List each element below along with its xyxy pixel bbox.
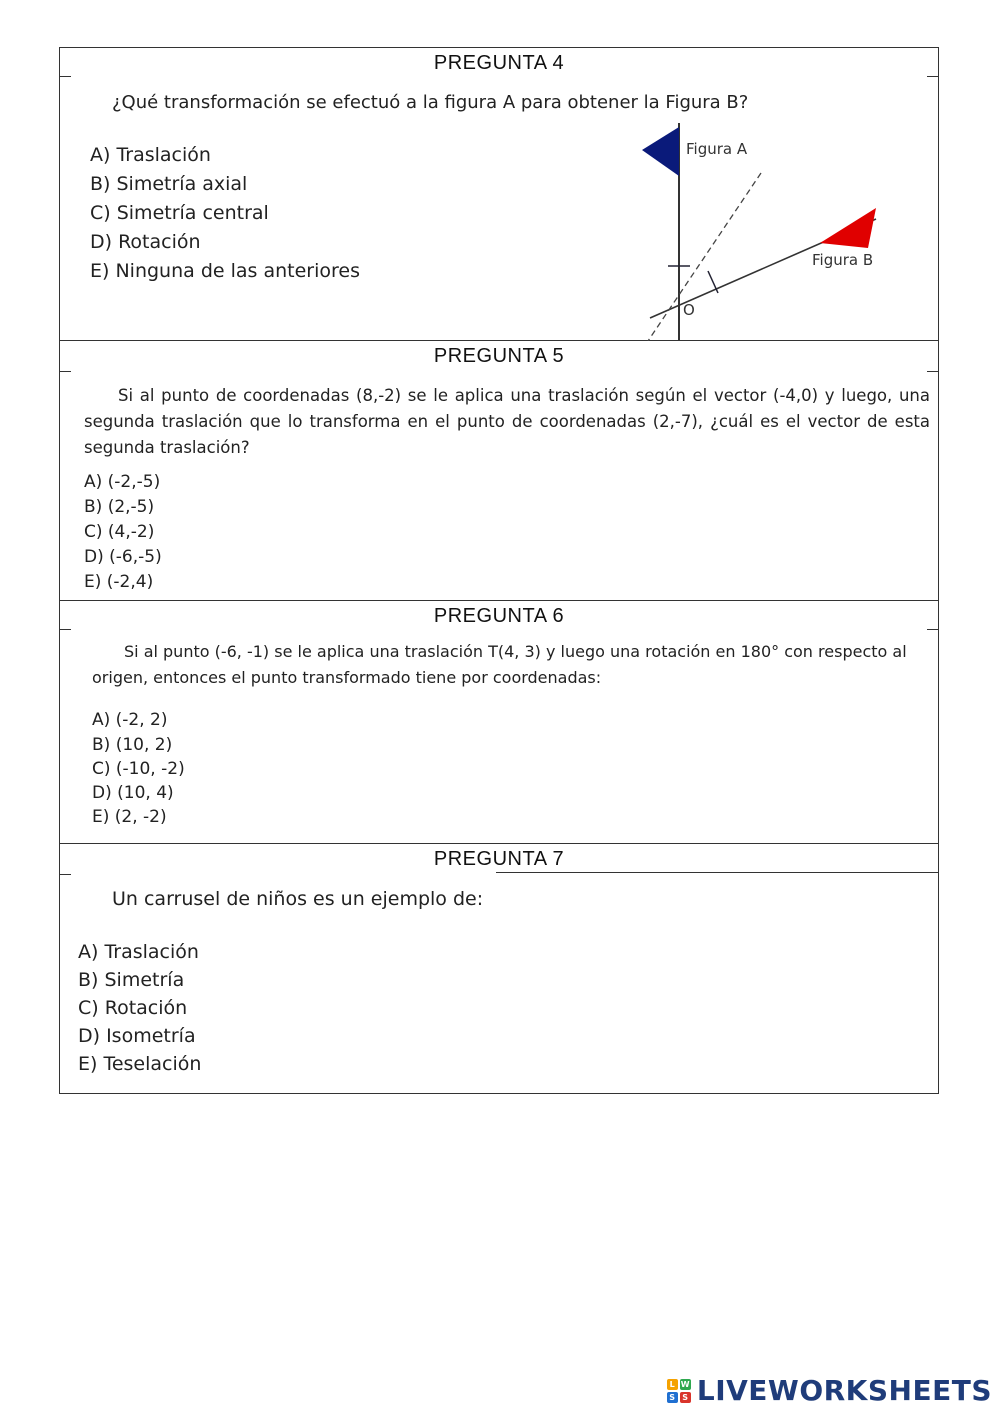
question-7-section (60, 844, 938, 1095)
option-e[interactable]: E) Teselación (78, 1053, 202, 1075)
option-b[interactable]: B) Simetría (78, 969, 185, 991)
divider-tick-right (927, 76, 939, 77)
question-4-options (90, 144, 360, 289)
option-a[interactable]: A) (-2, 2) (92, 710, 168, 730)
question-4-section (60, 48, 938, 341)
question-6-options (92, 710, 185, 831)
divider-tick-left (59, 76, 71, 77)
option-a[interactable]: A) Traslación (78, 941, 199, 963)
brand-text: LIVEWORKSHEETS (696, 1374, 992, 1407)
option-d[interactable]: D) (10, 4) (92, 783, 174, 803)
flag-figure-a (642, 127, 679, 176)
option-e[interactable]: E) Ninguna de las anteriores (90, 260, 360, 282)
liveworksheets-brand[interactable] (667, 1374, 992, 1407)
option-a[interactable]: A) Traslación (90, 144, 211, 166)
liveworksheets-logo-icon (667, 1379, 691, 1403)
question-7-title: PREGUNTA 7 (433, 848, 565, 870)
question-6-section (60, 601, 938, 844)
option-e[interactable]: E) (-2,4) (84, 572, 154, 592)
option-e[interactable]: E) (2, -2) (92, 807, 167, 827)
option-b[interactable]: B) Simetría axial (90, 173, 248, 195)
bisector-dashed-line (648, 173, 761, 341)
logo-tile: W (680, 1379, 691, 1389)
option-d[interactable]: D) Isometría (78, 1025, 196, 1047)
figure-a-label: Figura A (686, 140, 748, 158)
option-b[interactable]: B) (10, 2) (92, 735, 173, 755)
worksheet-frame (59, 47, 939, 1094)
logo-tile: S (680, 1392, 691, 1403)
option-b[interactable]: B) (2,-5) (84, 497, 155, 517)
question-4-text: ¿Qué transformación se efectuó a la figura A para obtener la Figura B? (112, 92, 749, 113)
divider-tick-right (927, 371, 939, 372)
flag-figure-b (820, 208, 876, 248)
transformation-figure (620, 113, 888, 341)
logo-tile: S (667, 1392, 678, 1403)
question-5-options (84, 472, 162, 597)
figure-svg (620, 113, 888, 341)
logo-tile: L (667, 1379, 678, 1390)
option-c[interactable]: C) (-10, -2) (92, 759, 185, 779)
origin-label: O (683, 301, 695, 319)
divider-tick-right (927, 629, 939, 630)
option-d[interactable]: D) Rotación (90, 231, 201, 253)
divider-tick-left (59, 874, 71, 875)
question-6-title: PREGUNTA 6 (433, 605, 565, 627)
divider-tick-left (59, 629, 71, 630)
option-d[interactable]: D) (-6,-5) (84, 547, 162, 567)
option-c[interactable]: C) Simetría central (90, 202, 269, 224)
divider-tick-left (59, 371, 71, 372)
option-a[interactable]: A) (-2,-5) (84, 472, 161, 492)
question-5-text: Si al punto de coordenadas (8,-2) se le aplica una traslación según el vector (-4,0) y luego, una segunda traslación que lo transforma en el punto de coordenadas (2,-7), ¿cuál es el vector de esta segunda traslación? (84, 386, 930, 457)
figure-b-label: Figura B (812, 251, 874, 269)
question-7-options (78, 941, 201, 1081)
question-6-text: Si al punto (-6, -1) se le aplica una traslación T(4, 3) y luego una rotación en 180° con respecto al origen, entonces el punto transformado tiene por coordenadas: (92, 642, 907, 687)
header-underline (496, 872, 938, 873)
question-5-title: PREGUNTA 5 (433, 345, 565, 367)
option-c[interactable]: C) Rotación (78, 997, 188, 1019)
question-5-section (60, 341, 938, 601)
question-4-title: PREGUNTA 4 (433, 52, 565, 74)
question-7-text: Un carrusel de niños es un ejemplo de: (112, 888, 484, 910)
option-c[interactable]: C) (4,-2) (84, 522, 155, 542)
